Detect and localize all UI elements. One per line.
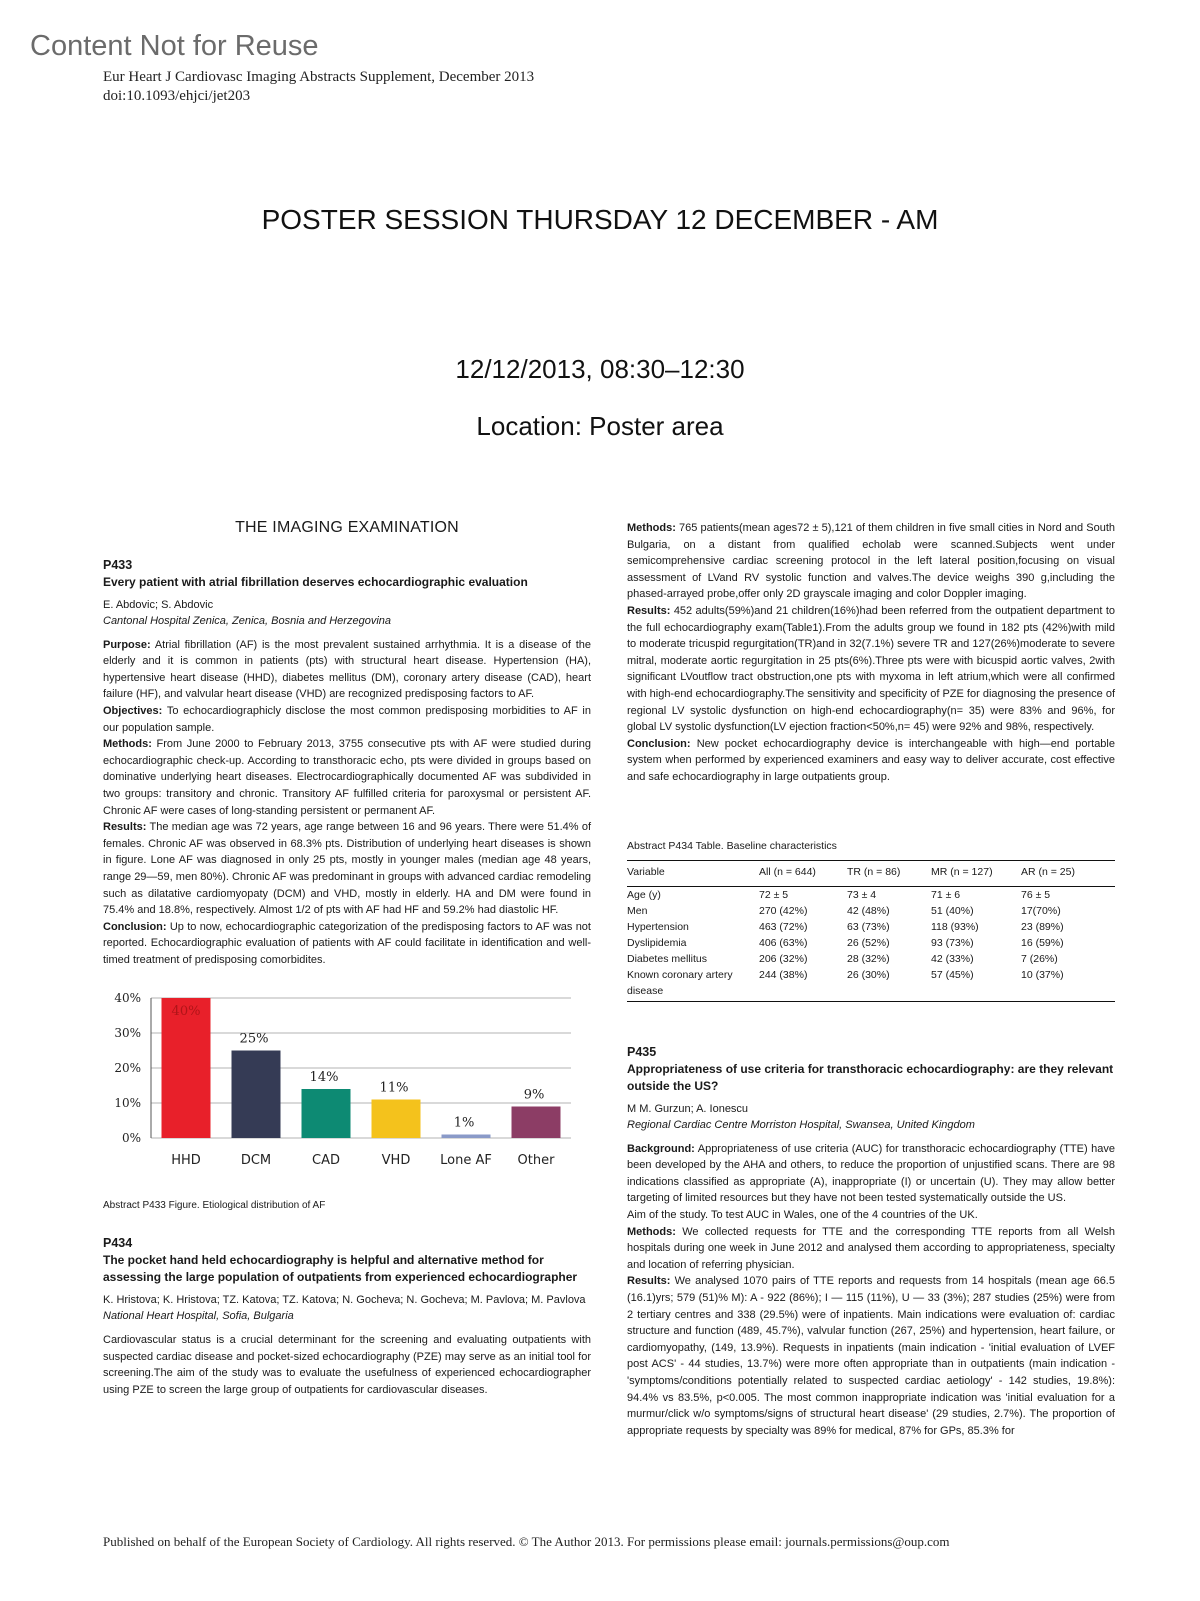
table-cell: 72 ± 5: [759, 888, 789, 901]
table-row: [627, 935, 1115, 951]
abstract-id-p433: P433: [103, 557, 133, 572]
table-cell: Men: [627, 904, 648, 917]
authors-p434: K. Hristova; K. Hristova; TZ. Katova; TZ. Katova; N. Gocheva; N. Gocheva; M. Pavlova; M. Pavlova: [103, 1294, 586, 1307]
journal-doi: doi:10.1093/ehjci/jet203: [103, 88, 251, 104]
table-cell: 51 (40%): [931, 904, 974, 917]
table-cell: Dyslipidemia: [627, 936, 687, 949]
abstract-title-p435: Appropriateness of use criteria for transthoracic echocardiography: are they relevant outside the US?: [627, 1061, 1114, 1093]
aim-paragraph-p435: Aim of the study. To test AUC in Wales, one of the 4 countries of the UK.: [627, 1209, 978, 1222]
results-text-p435: We analysed 1070 pairs of TTE reports and requests from 14 hospitals (mean age 66.5 (16.1)yrs; 579 (51)% M): A - 922 (86%); I — 115 (11%), U — 33 (3%); 287 studies (25%) were from 2 tertiary centres and 338 (29.5%) were of inpatients. Main indications were evaluation of: cardiac structure and function (489, 45.7%), valvular function (267, 25%) and hypertension, heart failure, or cardiomyopathy, (149, 13.9%). Requests in inpatients (main indication - 'initial evaluation of LVEF post ACS' - 44 studies, 13.7%) were more often appropriate than in outpatients (main indication - 'symptoms/conditions potentially related to suspected cardiac aetiology' - 142 studies, 19.8%): 94.4% vs 83.5%, p<0.005. The most common inappropriate indication was 'initial evaluation for a murmur/click w/o symptoms/signs of structural heart disease' (29 studies, 2.7%). The proportion of appropriate requests by specialty was 89% for medical, 87% for GPs, 85.3% for: [627, 1275, 1115, 1437]
intro-paragraph-p434: Cardiovascular status is a crucial determinant for the screening and evaluating outpatients with suspected cardiac disease and pocket-sized echocardiography (PZE) may serve as an initial tool for screening.The aim of the study was to evaluate the usefulness of experienced echocardiographer using PZE to screen the large group of outpatients for cardiovascular diseases.: [103, 1334, 591, 1396]
objectives-label: Objectives:: [103, 704, 163, 717]
watermark: Content Not for Reuse: [30, 30, 319, 62]
x-tick-label: Other: [517, 1153, 555, 1169]
x-tick-label: HHD: [171, 1153, 201, 1169]
table-cell: 206 (32%): [759, 952, 808, 965]
table-cell: 73 ± 4: [847, 888, 877, 901]
data-label: 40%: [171, 1004, 201, 1020]
table-cell: Age (y): [627, 888, 661, 901]
table-cell: 17(70%): [1021, 904, 1061, 917]
conclusion-paragraph-p433: [103, 919, 591, 969]
table-cell: Hypertension: [627, 920, 689, 933]
table-row: [627, 951, 1115, 967]
table-row: [627, 967, 1115, 1002]
results-paragraph-p434: [627, 603, 1115, 736]
affiliation-p434: National Heart Hospital, Sofia, Bulgaria: [103, 1310, 294, 1323]
y-tick-label: 30%: [114, 1026, 141, 1041]
results-paragraph-p435: [627, 1273, 1115, 1439]
background-label-p435: Background:: [627, 1142, 695, 1155]
methods-label-p434: Methods:: [627, 522, 676, 534]
methods-text-p434: 765 patients(mean ages72 ± 5),121 of them children in five small cities in Nord and South Bulgaria, on a distant from qualified echolab were scanned.Subjects went under semicomprehensive cardiac screening protocol in the left lateral position,focusing on visual assessment of LVand RV systolic function and valves.The device weighs 390 g,including the phased-arrayed probe,offer only 2D grayscale imaging and color Doppler imaging.: [627, 522, 1115, 601]
table-header-row: [627, 861, 1115, 887]
table-row: [627, 886, 1115, 903]
conclusion-text-p434: New pocket echocardiography device is interchangeable with high—end portable system when performed by experienced examiners and easy way to deliver accurate, cost effective and safe echocardiography in large outpatients group.: [627, 737, 1115, 783]
table-cell: 57 (45%): [931, 967, 1021, 1002]
table-cell: 42 (48%): [847, 904, 890, 917]
table-cell: 76 ± 5: [1021, 888, 1051, 901]
table-header-cell: Variable: [627, 861, 759, 887]
table-cell: 42 (33%): [931, 952, 974, 965]
objectives-text: To echocardiographicly disclose the most common predisposing morbidities to AF in our population sample.: [103, 704, 591, 734]
chart-bar: [442, 1135, 491, 1139]
table-caption-p434: Abstract P434 Table. Baseline characteristics: [627, 839, 837, 852]
table-row: [627, 903, 1115, 919]
table-cell: 28 (32%): [847, 952, 890, 965]
affiliation-p435: Regional Cardiac Centre Morriston Hospital, Swansea, United Kingdom: [627, 1118, 975, 1131]
background-text-p435: Appropriateness of use criteria (AUC) for transthoracic echocardiography (TTE) have been developed by the AHA and others, to reduce the proportion of unjustified scans. There are 98 indications classified as appropriate (A), inappropriate (I) or uncertain (U). They may allow better targeting of limited resources but they have not been tested systematically outside the US.: [627, 1142, 1115, 1205]
methods-label-p433: Methods:: [103, 738, 152, 751]
x-tick-label: VHD: [381, 1153, 411, 1169]
x-tick-label: CAD: [312, 1153, 340, 1169]
results-label-p434: Results:: [627, 604, 671, 617]
table-cell: 118 (93%): [931, 920, 979, 933]
page-footer: Published on behalf of the European Society of Cardiology. All rights reserved. © The Author 2013. For permissions please email: journals.permissions@oup.com: [103, 1534, 950, 1549]
table-cell: 244 (38%): [759, 967, 847, 1002]
data-label: 25%: [239, 1031, 269, 1047]
purpose-label: Purpose:: [103, 638, 151, 651]
table-cell: 71 ± 6: [931, 888, 961, 901]
data-label: 11%: [379, 1080, 409, 1096]
data-label: 9%: [523, 1087, 545, 1103]
methods-text-p433: From June 2000 to February 2013, 3755 consecutive pts with AF were studied during echocardiographic check-up. According to transthoracic echo, pts were divided in groups based on dominative underlying heart diseases. Electrocardiographically documented AF was subdivided in two groups: transitory and chronic. Transitory AF fulfilled criteria for paroxysmal or persistent AF. Chronic AF were cases of long-standing persistent or permanent AF.: [103, 738, 591, 817]
conclusion-text-p433: Up to now, echocardiographic categorization of the predisposing factors to AF was not reported. Echocardiographic evaluation of patients with AF could facilitate in identification and well-timed treatment of predisposing comorbidites.: [103, 920, 591, 966]
table-cell: Known coronary artery disease: [627, 967, 759, 1002]
table-cell: 23 (89%): [1021, 920, 1064, 933]
left-column: [103, 520, 591, 1398]
table-cell: 270 (42%): [759, 904, 808, 917]
table-cell: 406 (63%): [759, 936, 808, 949]
methods-paragraph-p433: [103, 736, 591, 819]
purpose-paragraph: [103, 637, 591, 703]
right-column: [627, 520, 1115, 1439]
session-location: Location: Poster area: [476, 411, 724, 441]
methods-paragraph-p434: [627, 520, 1115, 603]
y-tick-label: 40%: [114, 991, 141, 1006]
section-heading: THE IMAGING EXAMINATION: [235, 519, 459, 536]
results-paragraph-p433: [103, 819, 591, 919]
conclusion-label-p434: Conclusion:: [627, 737, 691, 750]
abstract-title-p433: Every patient with atrial fibrillation deserves echocardiographic evaluation: [103, 574, 528, 589]
chart-bar: [302, 1089, 351, 1138]
results-label-p433: Results:: [103, 821, 147, 834]
affiliation-p433: Cantonal Hospital Zenica, Zenica, Bosnia and Herzegovina: [103, 614, 391, 627]
figure-caption-p433: Abstract P433 Figure. Etiological distribution of AF: [103, 1200, 326, 1212]
conclusion-paragraph-p434: [627, 736, 1115, 786]
objectives-paragraph: [103, 703, 591, 736]
results-label-p435: Results:: [627, 1275, 671, 1288]
chart-bar: [232, 1051, 281, 1139]
chart-bar: [512, 1107, 561, 1139]
chart-bar: [162, 998, 211, 1138]
table-cell: 93 (73%): [931, 936, 974, 949]
abstract-title-p434: The pocket hand held echocardiography is helpful and alternative method for assessing the large population of outpatients from experienced echocardiographer: [103, 1253, 578, 1285]
baseline-table: [627, 860, 1115, 1002]
y-tick-label: 0%: [121, 1131, 141, 1146]
authors-p433: E. Abdovic; S. Abdovic: [103, 598, 214, 611]
session-title: POSTER SESSION THURSDAY 12 DECEMBER - AM: [261, 204, 939, 235]
journal-header: [103, 68, 534, 106]
etiology-bar-chart: [103, 990, 591, 1190]
authors-p435: M M. Gurzun; A. Ionescu: [627, 1102, 749, 1115]
results-text-p434: 452 adults(59%)and 21 children(16%)had been referred from the outpatient department to the full echocardiography exam(Table1).From the adults group we found in 182 pts (42%)with mild to moderate tricuspid regurgitation(TR)and in 32(7.1%) severe TR and 127(26%)moderate to severe mitral, moderate aortic regurgitation in 25 pts(6%).Three pts were with bicuspid aortic valves, 2with significant LVoutflow tract obstruction,one pts with myxoma in left atrium,which were all confirmed with high-end echocardiography.The sensitivity and specificity of PZE for diagnosing the presence of regional LV systolic dysfunction on high-end echocardiography(n= 35) were 83% and 96%, for global LV systolic dysfunction(LV ejection fraction<50%,n= 45) were 92% and 98%, respectively.: [627, 604, 1115, 734]
abstract-id-p434: P434: [103, 1236, 133, 1251]
table-header-cell: MR (n = 127): [931, 861, 1021, 887]
table-header-cell: AR (n = 25): [1021, 861, 1115, 887]
abstract-id-p435: P435: [627, 1044, 657, 1059]
data-label: 14%: [309, 1070, 339, 1086]
x-tick-label: Lone AF: [440, 1153, 492, 1169]
conclusion-label-p433: Conclusion:: [103, 920, 167, 933]
table-cell: 463 (72%): [759, 920, 808, 933]
methods-paragraph-p435: [627, 1224, 1115, 1274]
purpose-text: Atrial fibrillation (AF) is the most prevalent sustained arrhythmia. It is a disease of the elderly and it is common in patients (pts) with structural heart disease. Hypertension (HA), hypertensive heart disease (HHD), diabetes mellitus (DM), coronary artery disease (CAD), heart failure (HF), and valvular heart disease (VHD) are recognized predisposing factors to AF.: [103, 638, 591, 701]
methods-label-p435: Methods:: [627, 1225, 676, 1238]
results-text-p433: The median age was 72 years, age range between 16 and 96 years. There were 51.4% of females. Chronic AF was observed in 68.3% pts. Distribution of underlying heart diseases is shown in figure. Lone AF was diagnosed in only 25 pts, mostly in younger males (median age 48 years, range 29—59, men 80%). Chronic AF was predominant in groups with advanced cardiac remodeling such as dilatative cardiomyopaty (DCM) and VHD, mostly in elderly. HA and DM were found in 75.4% and 18.8%, respectively. Almost 1/2 of pts with AF had HF and 59.2% had diastolic HF.: [103, 821, 591, 917]
methods-text-p435: We collected requests for TTE and the corresponding TTE reports from all Welsh hospitals during one week in June 2012 and analysed them according to appropriateness, specialty and location of referring physician.: [627, 1225, 1115, 1271]
y-tick-label: 20%: [114, 1061, 141, 1076]
table-cell: 10 (37%): [1021, 967, 1115, 1002]
chart-bar: [372, 1100, 421, 1139]
table-cell: 16 (59%): [1021, 936, 1064, 949]
data-label: 1%: [453, 1115, 475, 1131]
table-row: [627, 919, 1115, 935]
y-tick-label: 10%: [114, 1096, 141, 1111]
journal-citation: Eur Heart J Cardiovasc Imaging Abstracts Supplement, December 2013: [103, 69, 535, 85]
table-header-cell: All (n = 644): [759, 861, 847, 887]
table-cell: 26 (52%): [847, 936, 890, 949]
session-time: 12/12/2013, 08:30–12:30: [455, 354, 745, 384]
table-header-cell: TR (n = 86): [847, 861, 931, 887]
x-tick-label: DCM: [240, 1153, 272, 1169]
chart-svg: [103, 990, 591, 1190]
background-paragraph-p435: [627, 1141, 1115, 1207]
table-cell: Diabetes mellitus: [627, 952, 707, 965]
table-cell: 26 (30%): [847, 967, 931, 1002]
table-cell: 7 (26%): [1021, 952, 1058, 965]
table-cell: 63 (73%): [847, 920, 890, 933]
